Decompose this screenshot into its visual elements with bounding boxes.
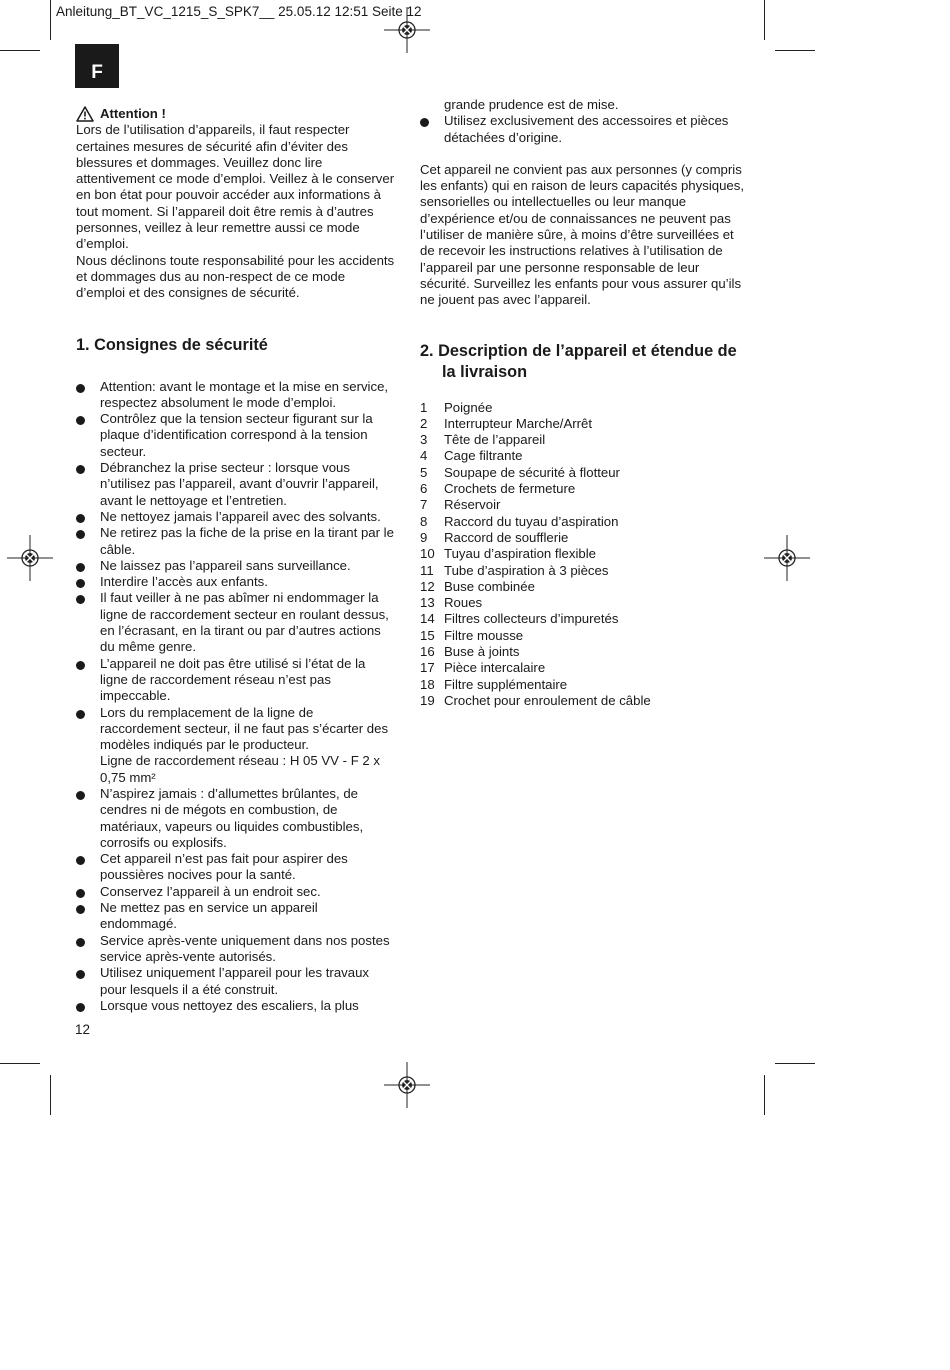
part-item: 16 Buse à joints: [420, 644, 520, 660]
bullet-icon: [76, 938, 85, 947]
part-item: 1 Poignée: [420, 399, 493, 415]
part-item: 14 Filtres collecteurs d’impuretés: [420, 611, 619, 627]
part-item: 11 Tube d’aspiration à 3 pièces: [420, 562, 609, 578]
crop-mark: [0, 1063, 40, 1064]
bullet-icon: [76, 905, 85, 914]
attention-title-text: Attention !: [100, 106, 166, 121]
warning-triangle-icon: [76, 106, 94, 122]
page-number: 12: [75, 1022, 91, 1037]
part-item: 13 Roues: [420, 595, 483, 611]
right-column: [420, 97, 745, 709]
list-item: Utilisez exclusivement des accessoires et pièces détachées d’origine.: [420, 113, 745, 146]
part-item: 12 Buse combinée: [420, 578, 535, 594]
file-header: Anleitung_BT_VC_1215_S_SPK7__ 25.05.12 12:51 Seite 12: [56, 4, 422, 19]
safety-list-continued: [420, 113, 745, 146]
bullet-icon: [76, 856, 85, 865]
registration-mark-icon: [384, 7, 430, 53]
list-item: Conservez l’appareil à un endroit sec.: [76, 884, 396, 900]
list-item: Contrôlez que la tension secteur figurant sur la plaque d’identification correspond à la tension secteur.: [76, 411, 396, 460]
part-item: 6 Crochets de fermeture: [420, 481, 576, 497]
crop-mark: [775, 1063, 815, 1064]
bullet-icon: [76, 384, 85, 393]
bullet-icon: [76, 530, 85, 539]
language-badge: F: [75, 44, 119, 88]
part-item: 18 Filtre supplémentaire: [420, 676, 568, 692]
suitability-note: Cet appareil ne convient pas aux personnes (y compris les enfants) qui en raison de leurs capacités physiques, sensorielles ou intellectuelles ou leur manque d’expérience et/ou de connaissances ne peuvent pas l’utiliser de manière sûre, à moins d’être surveillées et de recevoir les instructions relatives à l’utilisation de l’appareil par une personne responsable de leur sécurité. Surveillez les enfants pour vous assurer qu’ils ne jouent pas avec l’appareil.: [420, 161, 745, 308]
part-item: 7 Réservoir: [420, 497, 501, 513]
list-item: Interdire l’accès aux enfants.: [76, 574, 396, 590]
bullet-icon: [76, 889, 85, 898]
part-item: 3 Tête de l’appareil: [420, 432, 546, 448]
bullet-icon: [76, 595, 85, 604]
bullet-icon: [76, 416, 85, 425]
crop-mark: [0, 50, 40, 51]
bullet-icon: [76, 579, 85, 588]
list-item: Lorsque vous nettoyez des escaliers, la plus: [76, 998, 396, 1014]
list-item: Ne nettoyez jamais l’appareil avec des solvants.: [76, 509, 396, 525]
part-item: 4 Cage filtrante: [420, 448, 523, 464]
part-item: 10 Tuyau d’aspiration flexible: [420, 546, 596, 562]
list-item: Lors du remplacement de la ligne de raccordement secteur, il ne faut pas s’écarter des modèles indiqués par le producteur.: [76, 705, 396, 754]
bullet-icon: [76, 514, 85, 523]
registration-mark-icon: [384, 1062, 430, 1108]
list-item: Ne laissez pas l’appareil sans surveillance.: [76, 558, 396, 574]
part-item: 9 Raccord de soufflerie: [420, 529, 569, 545]
part-item: 5 Soupape de sécurité à flotteur: [420, 464, 620, 480]
bullet-icon: [420, 118, 429, 127]
safety-list: [76, 379, 396, 1015]
list-item-continuation: Ligne de raccordement réseau : H 05 VV - F 2 x 0,75 mm²: [100, 753, 381, 785]
list-item: Attention: avant le montage et la mise en service, respectez absolument le mode d’emploi.: [76, 379, 396, 412]
crop-mark: [764, 1075, 765, 1115]
bullet-icon: [76, 661, 85, 670]
list-item: N’aspirez jamais : d’allumettes brûlantes, de cendres ni de mégots en combustion, de matériaux, vapeurs ou liquides combustibles, corrosifs ou explosifs.: [76, 786, 396, 851]
bullet-icon: [76, 563, 85, 572]
liability-paragraph: Nous déclinons toute responsabilité pour les accidents et dommages dus au non-respect de ce mode d’emploi et des consignes de sécurité.: [76, 252, 395, 301]
list-item: Il faut veiller à ne pas abîmer ni endommager la ligne de raccordement secteur en roulant dessus, en l’écrasant, en la tirant ou par d’autres actions du même genre.: [76, 590, 396, 655]
crop-mark: [764, 0, 765, 40]
left-column: [76, 106, 396, 1014]
bullet-icon: [76, 791, 85, 800]
attention-title: [76, 106, 396, 122]
list-item: Utilisez uniquement l’appareil pour les travaux pour lesquels il a été construit.: [76, 965, 396, 998]
part-item: 17 Pièce intercalaire: [420, 660, 546, 676]
bullet-icon: [76, 710, 85, 719]
crop-mark: [50, 0, 51, 40]
bullet-icon: [76, 465, 85, 474]
section-heading-description: 2. Description de l’appareil et étendue de la livraison: [420, 341, 737, 381]
list-item: Débranchez la prise secteur : lorsque vous n’utilisez pas l’appareil, avant d’ouvrir l’appareil, avant le nettoyage et l’entretien.: [76, 460, 396, 509]
part-item: 19 Crochet pour enroulement de câble: [420, 692, 651, 708]
parts-list: [420, 400, 745, 710]
attention-paragraph: Lors de l’utilisation d’appareils, il faut respecter certaines mesures de sécurité afin d’éviter des blessures et dommages. Veuillez donc lire attentivement ce mode d’emploi. Veillez à le conserver en bon état pour pouvoir accéder aux informations à tout moment. Si l’appareil doit être remis à d’autres personnes, veillez à leur remettre aussi ce mode d’emploi.: [76, 122, 395, 252]
bullet-icon: [76, 1003, 85, 1012]
list-item: Ne retirez pas la fiche de la prise en la tirant par le câble.: [76, 525, 396, 558]
registration-mark-icon: [764, 535, 810, 581]
list-item-continuation: grande prudence est de mise.: [444, 97, 619, 112]
part-item: 8 Raccord du tuyau d’aspiration: [420, 513, 619, 529]
part-item: 15 Filtre mousse: [420, 627, 524, 643]
list-item: Service après-vente uniquement dans nos postes service après-vente autorisés.: [76, 933, 396, 966]
bullet-icon: [76, 970, 85, 979]
part-item: 2 Interrupteur Marche/Arrêt: [420, 415, 593, 431]
section-heading-safety: 1. Consignes de sécurité: [76, 335, 268, 354]
crop-mark: [775, 50, 815, 51]
crop-mark: [50, 1075, 51, 1115]
list-item: Ne mettez pas en service un appareil endommagé.: [76, 900, 396, 933]
registration-mark-icon: [7, 535, 53, 581]
list-item: L’appareil ne doit pas être utilisé si l’état de la ligne de raccordement réseau n’est pas impeccable.: [76, 656, 396, 705]
list-item: Cet appareil n’est pas fait pour aspirer des poussières nocives pour la santé.: [76, 851, 396, 884]
